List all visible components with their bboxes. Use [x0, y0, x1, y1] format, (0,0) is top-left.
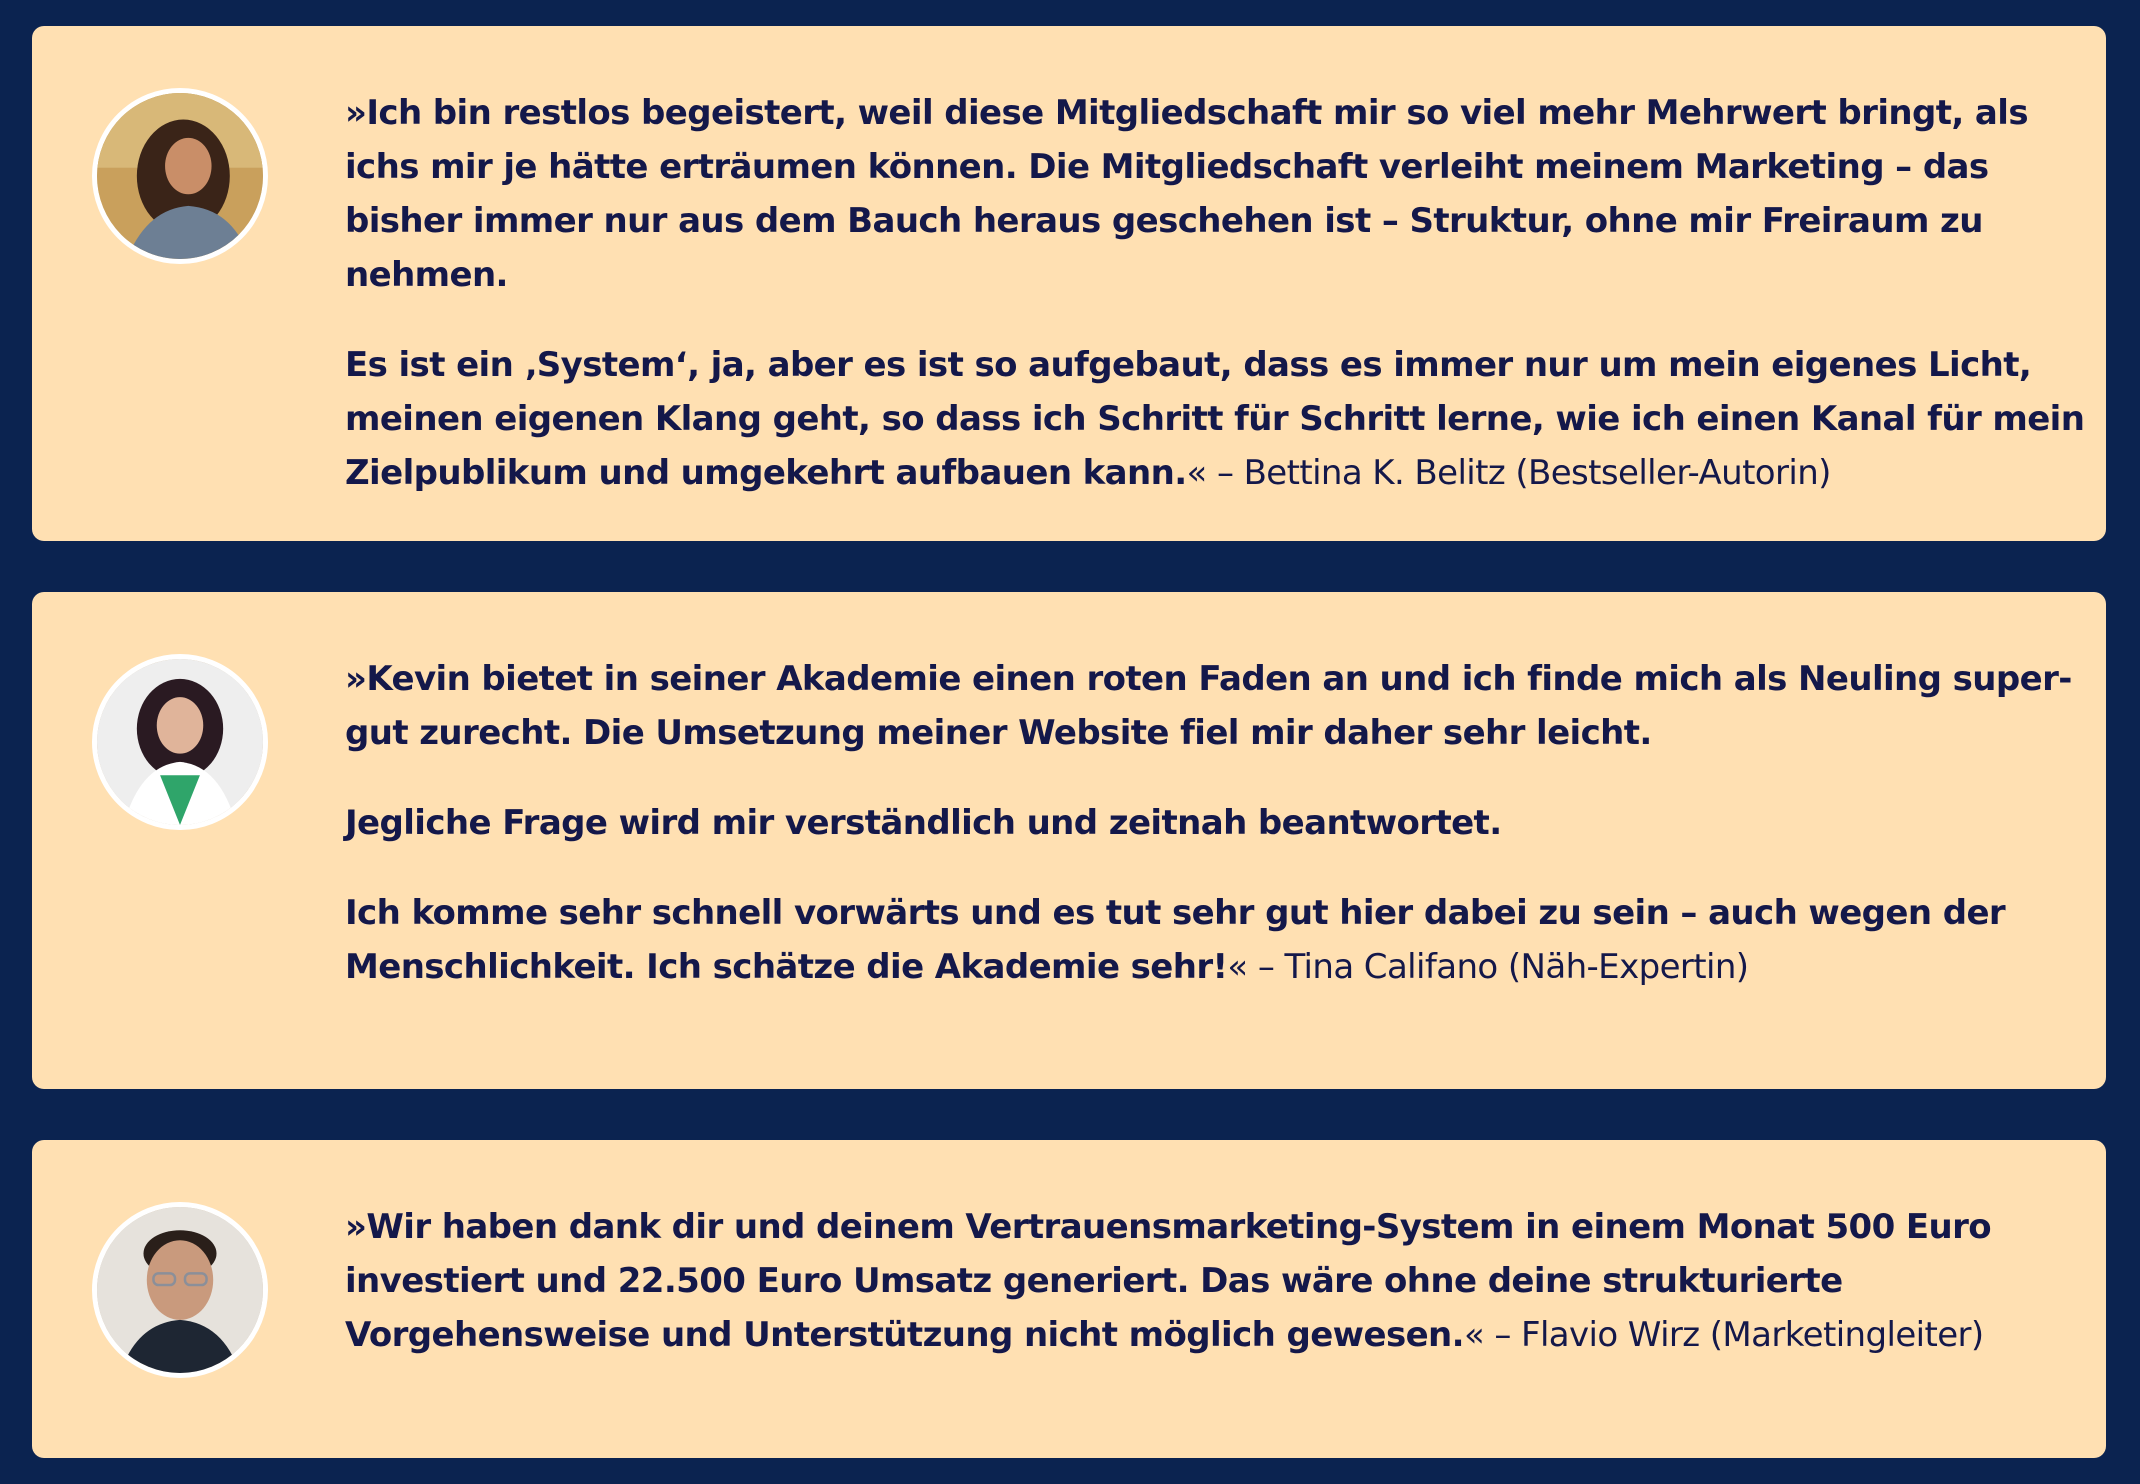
person-photo-icon — [97, 1207, 263, 1373]
person-photo-icon — [97, 93, 263, 259]
quote-paragraph: Jegliche Frage wird mir verständlich und zeitnah beantwortet. — [345, 803, 1502, 843]
avatar — [92, 654, 268, 830]
quote-paragraph — [345, 338, 2085, 500]
quote-paragraph: »Kevin bietet in seiner Akademie einen roten Faden an und ich finde mich als Neuling super-gut zurecht. Die Umsetzung meiner Website fiel mir daher sehr leicht. — [345, 659, 2072, 753]
quote-paragraph: »Ich bin restlos begeistert, weil diese Mitgliedschaft mir so viel mehr Mehrwert bringt, als ichs mir je hätte erträumen können. Die Mitgliedschaft verleiht meinem Marketing – das bisher immer nur aus dem Bauch heraus geschehen ist – Struktur, ohne mir Freiraum zu nehmen. — [345, 93, 2028, 295]
testimonial-card — [32, 1140, 2106, 1458]
quote-attribution: « – Bettina K. Belitz (Bestseller-Autorin) — [1186, 453, 1831, 493]
testimonial-card — [32, 592, 2106, 1089]
quote-paragraph — [345, 1200, 2085, 1362]
quote-text: »Wir haben dank dir und deinem Vertrauensmarketing-System in einem Monat 500 Euro investiert und 22.500 Euro Umsatz generiert. Das wäre ohne deine strukturierte Vorgehensweise und Unterstützung nicht möglich gewesen. — [345, 1207, 1992, 1355]
quote-text: Ich komme sehr schnell vorwärts und es tut sehr gut hier dabei zu sein – auch wegen der Menschlichkeit. Ich schätze die Akademie sehr! — [345, 893, 2006, 987]
quote-attribution: « – Flavio Wirz (Marketingleiter) — [1463, 1315, 1984, 1355]
quote-text: Es ist ein ‚System‘, ja, aber es ist so aufgebaut, dass es immer nur um mein eigenes Licht, meinen eigenen Klang geht, so dass ich Schritt für Schritt lerne, wie ich einen Kanal für mein Zielpublikum und umgekehrt aufbauen kann. — [345, 345, 2085, 493]
quote-paragraph — [345, 886, 2085, 994]
testimonial-card — [32, 26, 2106, 541]
avatar — [92, 1202, 268, 1378]
quote-attribution: « – Tina Califano (Näh-Expertin) — [1227, 947, 1749, 987]
person-photo-icon — [97, 659, 263, 825]
avatar — [92, 88, 268, 264]
